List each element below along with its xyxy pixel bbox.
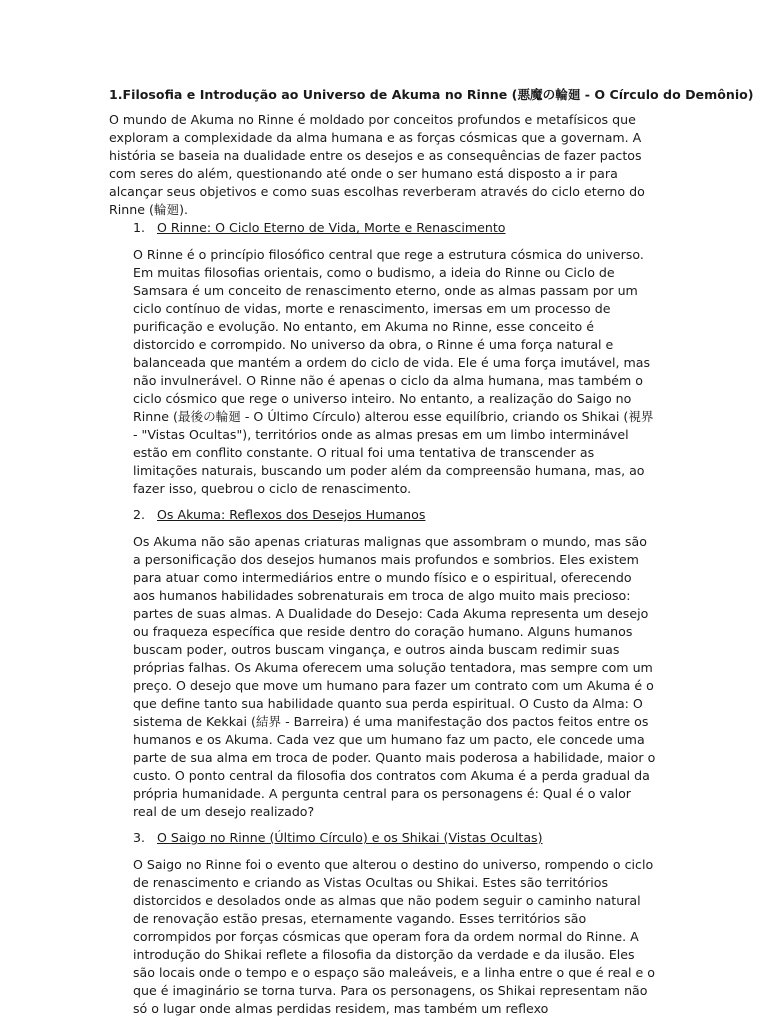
section-rinne: [109, 219, 657, 498]
section-paragraph: Os Akuma não são apenas criaturas malignas que assombram o mundo, mas são a personificação dos desejos humanos mais profundos e sombrios. Eles existem para atuar como intermediários entre o mundo físico e o espiritual, oferecendo aos humanos habilidades sobrenaturais em troca de algo muito mais precioso: partes de suas almas. A Dualidade do Desejo: Cada Akuma representa um desejo ou fraqueza específica que reside dentro do coração humano. Alguns humanos buscam poder, outros buscam vingança, e outros ainda buscam redimir suas próprias falhas. Os Akuma oferecem uma solução tentadora, mas sempre com um preço. O desejo que move um humano para fazer um contrato com um Akuma é o que define tanto sua habilidade quanto sua perda espiritual. O Custo da Alma: O sistema de Kekkai (結界 - Barreira) é uma manifestação dos pactos feitos entre os humanos e os Akuma. Cada vez que um humano faz um pacto, ele concede uma parte de sua alma em troca de poder. Quanto mais poderosa a habilidade, maior o custo. O ponto central da filosofia dos contratos com Akuma é a perda gradual da própria humanidade. A pergunta central para os personagens é: Qual é o valor real de um desejo realizado?: [133, 534, 656, 819]
section-number: 3.: [133, 830, 146, 845]
section-body: [109, 533, 657, 821]
section-heading: [109, 219, 657, 237]
intro-paragraph: O mundo de Akuma no Rinne é moldado por conceitos profundos e metafísicos que exploram a complexidade da alma humana e as forças cósmicas que a governam. A história se baseia na dualidade entre os desejos e as consequências de fazer pactos com seres do além, questionando até onde o ser humano está disposto a ir para alcançar seus objetivos e como suas escolhas reverberam através do ciclo eterno do Rinne (輪廻).: [109, 112, 645, 217]
section-body: [109, 856, 657, 1018]
document-content: [109, 86, 754, 1026]
section-title: O Rinne: O Ciclo Eterno de Vida, Morte e Renascimento: [157, 220, 506, 235]
document-title: 1.Filosofia e Introdução ao Universo de Akuma no Rinne (悪魔の輪廻 - O Círculo do Demônio): [109, 87, 754, 102]
section-title: Os Akuma: Reflexos dos Desejos Humanos: [157, 507, 426, 522]
section-heading: [109, 506, 657, 524]
section-body: [109, 246, 657, 498]
section-title: O Saigo no Rinne (Último Círculo) e os Shikai (Vistas Ocultas): [157, 830, 543, 845]
section-akuma: [109, 506, 657, 821]
section-paragraph: O Rinne é o princípio filosófico central que rege a estrutura cósmica do universo. Em muitas filosofias orientais, como o budismo, a ideia do Rinne ou Ciclo de Samsara é um conceito de renascimento eterno, onde as almas passam por um ciclo contínuo de vidas, morte e renascimento, imersas em um processo de purificação e evolução. No entanto, em Akuma no Rinne, esse conceito é distorcido e corrompido. No universo da obra, o Rinne é uma força natural e balanceada que mantém a ordem do ciclo de vida. Ele é uma força imutável, mas não invulnerável. O Rinne não é apenas o ciclo da alma humana, mas também o ciclo cósmico que rege o universo inteiro. No entanto, a realização do Saigo no Rinne (最後の輪廻 - O Último Círculo) alterou esse equilíbrio, criando os Shikai (視界 - "Vistas Ocultas"), territórios onde as almas presas em um limbo interminável estão em conflito constante. O ritual foi uma tentativa de transcender as limitações naturais, buscando um poder além da compreensão humana, mas, ao fazer isso, quebrou o ciclo de renascimento.: [133, 247, 654, 496]
section-heading: [109, 829, 657, 847]
section-saigo-no-rinne: [109, 829, 657, 1018]
section-number: 2.: [133, 507, 146, 522]
section-number: 1.: [133, 220, 146, 235]
section-paragraph: O Saigo no Rinne foi o evento que alterou o destino do universo, rompendo o ciclo de renascimento e criando as Vistas Ocultas ou Shikai. Estes são territórios distorcidos e desolados onde as almas que não podem seguir o caminho natural de renovação estão presas, eternamente vagando. Esses territórios são corrompidos por forças cósmicas que operam fora da ordem normal do Rinne. A introdução do Shikai reflete a filosofia da distorção da verdade e da ilusão. Eles são locais onde o tempo e o espaço são maleáveis, e a linha entre o que é real e o que é imaginário se torna turva. Para os personagens, os Shikai representam não só o lugar onde almas perdidas residem, mas também um reflexo: [133, 857, 655, 1016]
